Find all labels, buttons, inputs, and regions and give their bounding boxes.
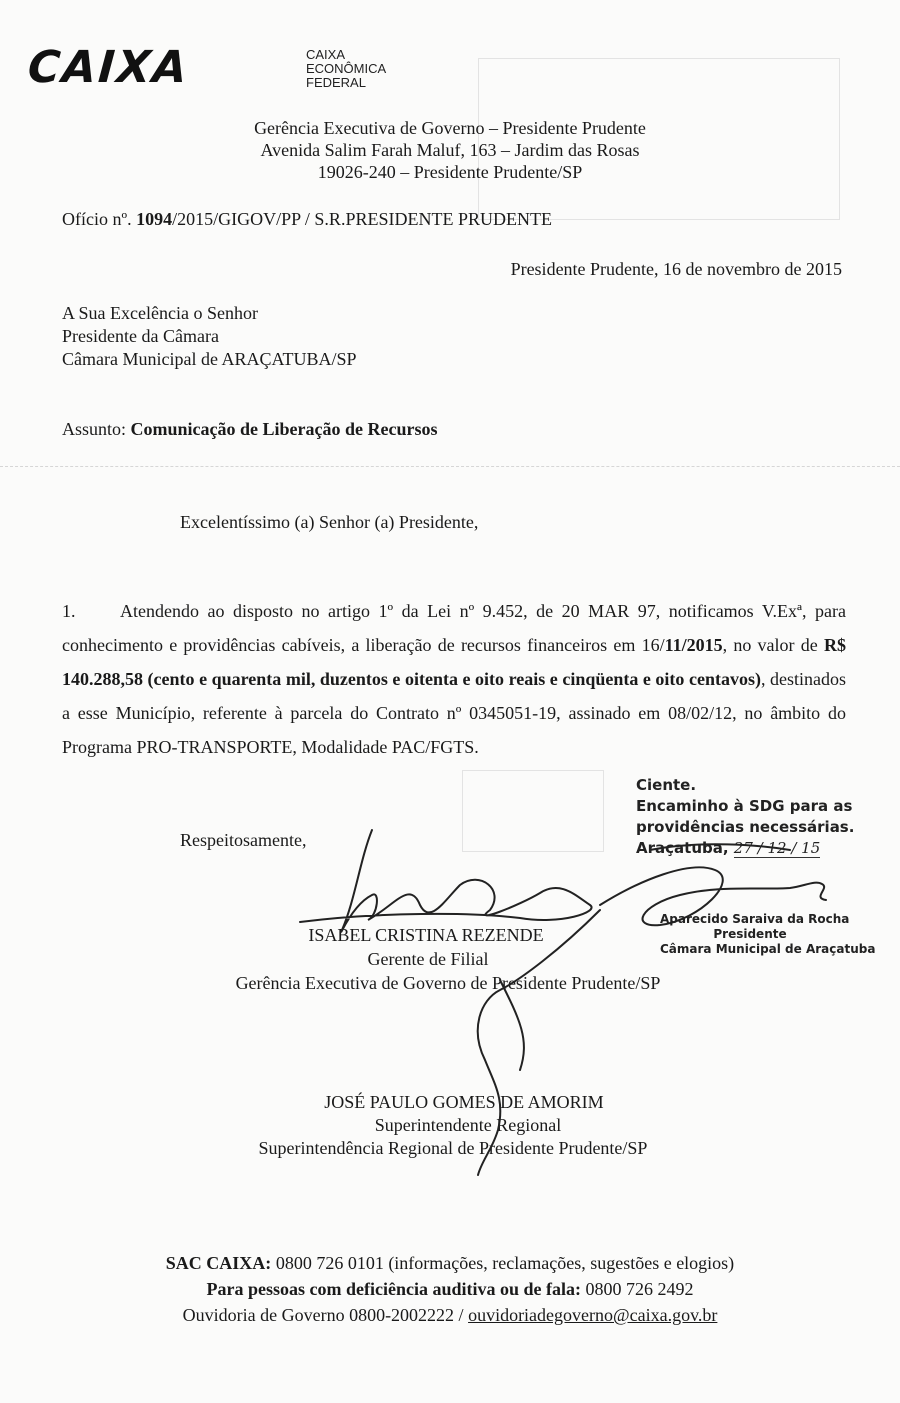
signer-2-block [0,1091,900,1160]
signer-1-name: ISABEL CRISTINA REZENDE [308,925,544,945]
body-text-2: , no valor de [722,635,824,655]
ouvidoria-email-link[interactable]: ouvidoriadegoverno@caixa.gov.br [468,1305,718,1325]
annotation-line: Encaminho à SDG para as [636,797,853,815]
signer-1-block [0,923,900,995]
stamp-name: Aparecido Saraiva da Rocha [660,912,850,926]
logo-subtitle-line: ECONÔMICA [306,61,387,76]
footer-ouv-text: Ouvidoria de Governo 0800-2002222 / [182,1305,469,1325]
subject-line [62,418,437,441]
signer-1-role: Gerente de Filial [367,949,489,969]
salutation: Excelentíssimo (a) Senhor (a) Presidente, [180,512,479,532]
body-date: 11/2015 [664,635,723,655]
oficio-reference [62,208,552,231]
letterhead-line: Avenida Salim Farah Maluf, 163 – Jardim das Rosas [260,140,640,160]
caixa-logo: CAIXA [26,42,191,93]
footer-sac-text: 0800 726 0101 (informações, reclamações, sugestões e elogios) [271,1253,735,1273]
footer [0,1250,900,1328]
oficio-prefix: Ofício nº. [62,209,132,229]
footer-sac [0,1250,900,1276]
body-amount: R$ 140.288,58 (cento e quarenta mil, duzentos e oitenta e oito reais e cinqüenta e oito centavos) [62,635,846,689]
annotation-line: providências necessárias. [636,818,855,836]
footer-sac-label: SAC CAIXA: [165,1253,272,1273]
body-text-1: Atendendo ao disposto no artigo 1º da Lei nº 9.452, de 20 MAR 97, notificamos V.Exª, para conhecimento e providências cabíveis, a liberação de recursos financeiros em 16/ [62,601,846,655]
subject-text: Comunicação de Liberação de Recursos [130,419,438,439]
date-line: Presidente Prudente, 16 de novembro de 2015 [510,259,842,279]
faint-stamp-middle [462,770,604,852]
stamp-org: Câmara Municipal de Araçatuba [660,942,876,956]
paragraph-number: 1. [62,601,76,621]
stamp-title: Presidente [713,927,787,941]
body-paragraph [62,594,846,764]
letterhead-line: 19026-240 – Presidente Prudente/SP [317,162,583,182]
annotation-line: Ciente. [636,776,697,794]
oficio-number: 1094 [136,209,173,229]
annotation-place: Araçatuba, [636,839,729,857]
recipient-line: Câmara Municipal de ARAÇATUBA/SP [62,349,357,369]
signer-1-unit: Gerência Executiva de Governo de Presidente Prudente/SP [235,973,661,993]
body-text-3: , destinados a esse Município, referente à parcela do Contrato nº 0345051-19, assinado em 08/02/12, no âmbito do Programa PRO-TRANSPORTE, Modalidade PAC/FGTS. [62,669,846,757]
caixa-logo-subtitle [306,48,386,90]
letterhead [0,117,900,183]
logo-subtitle-line: FEDERAL [306,75,366,90]
recipient-block [62,302,357,371]
footer-def-label: Para pessoas com deficiência auditiva ou de fala: [206,1279,581,1299]
oficio-suffix: /2015/GIGOV/PP / S.R.PRESIDENTE PRUDENTE [172,209,552,229]
footer-ouvidoria [0,1302,900,1328]
logo-subtitle-line: CAIXA [306,47,346,62]
signer-2-role: Superintendente Regional [374,1115,562,1135]
scan-divider-line [0,466,900,467]
footer-deficiency [0,1276,900,1302]
annotation-line [636,838,854,859]
closing: Respeitosamente, [180,830,307,850]
signer-2-unit: Superintendência Regional de Presidente Prudente/SP [258,1138,648,1158]
ciente-annotation [636,775,854,859]
annotation-date: 27 / 12 / 15 [733,839,821,857]
subject-label: Assunto: [62,419,127,439]
recipient-line: A Sua Excelência o Senhor [62,303,258,323]
letterhead-line: Gerência Executiva de Governo – Presidente Prudente [254,118,646,138]
signer-2-name: JOSÉ PAULO GOMES DE AMORIM [324,1092,604,1112]
recipient-line: Presidente da Câmara [62,326,219,346]
footer-def-text: 0800 726 2492 [580,1279,694,1299]
